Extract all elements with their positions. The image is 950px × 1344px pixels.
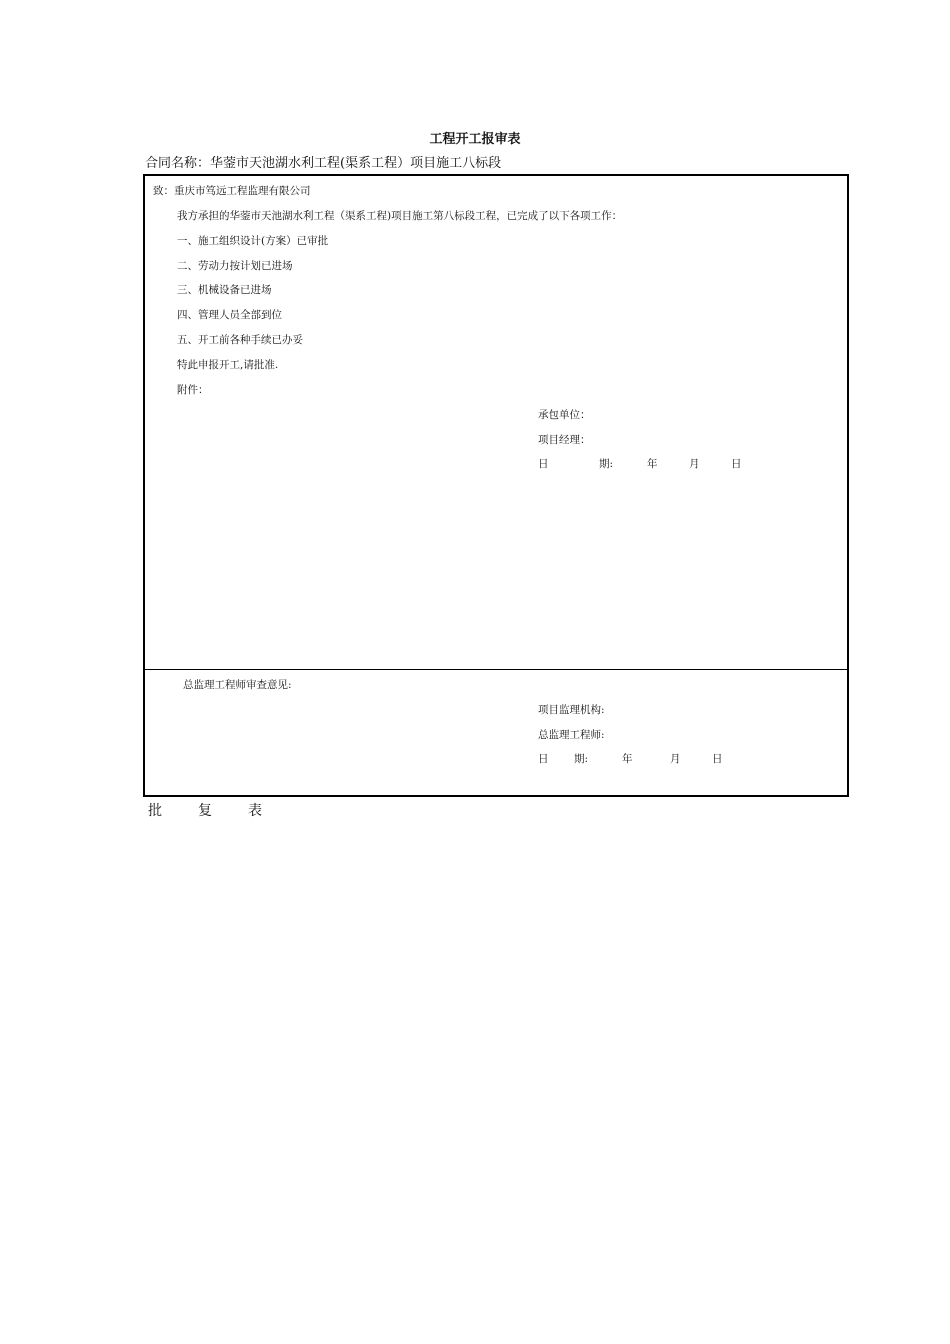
date-month: 月: [670, 753, 681, 765]
heading-char: 表: [248, 803, 262, 819]
project-manager-label: 项目经理：: [538, 434, 591, 446]
supervision-org-label: 项目监理机构:: [538, 704, 605, 716]
addressee-line: 致：重庆市笃远工程监理有限公司: [153, 185, 311, 197]
contractor-unit-label: 承包单位：: [538, 409, 591, 421]
date-day: 日: [731, 458, 742, 470]
form-table: [143, 174, 849, 797]
application-date-row: [145, 456, 845, 472]
form-title: 工程开工报审表: [429, 132, 521, 147]
date-year: 年: [622, 753, 633, 765]
heading-char: 批: [148, 803, 162, 819]
contract-name: 合同名称：华蓥市天池湖水利工程(渠系工程）项目施工八标段: [145, 156, 502, 171]
date-month: 月: [689, 458, 700, 470]
date-day: 日: [712, 753, 723, 765]
date-ri: 日: [538, 458, 549, 470]
work-item: 二、劳动力按计划已进场: [177, 260, 293, 272]
work-item: 五、开工前各种手续已办妥: [177, 334, 303, 346]
work-item: 四、管理人员全部到位: [177, 309, 282, 321]
work-item: 一、施工组织设计(方案）已审批: [177, 235, 329, 247]
review-date-row: [145, 751, 845, 767]
date-qi: 期:: [574, 753, 589, 765]
intro-text: 我方承担的华蓥市天池湖水利工程（渠系工程)项目施工第八标段工程，已完成了以下各项工作：: [177, 210, 623, 222]
work-item: 三、机械设备已进场: [177, 284, 272, 296]
attachment-label: 附件：: [177, 384, 209, 396]
review-opinion-label: 总监理工程师审查意见:: [183, 679, 292, 691]
approval-heading: [148, 800, 298, 820]
request-text: 特此申报开工,请批准.: [177, 359, 279, 371]
date-qi: 期:: [599, 458, 614, 470]
date-year: 年: [647, 458, 658, 470]
heading-char: 复: [198, 803, 212, 819]
section-divider: [145, 669, 847, 670]
date-ri: 日: [538, 753, 549, 765]
chief-engineer-label: 总监理工程师:: [538, 729, 605, 741]
